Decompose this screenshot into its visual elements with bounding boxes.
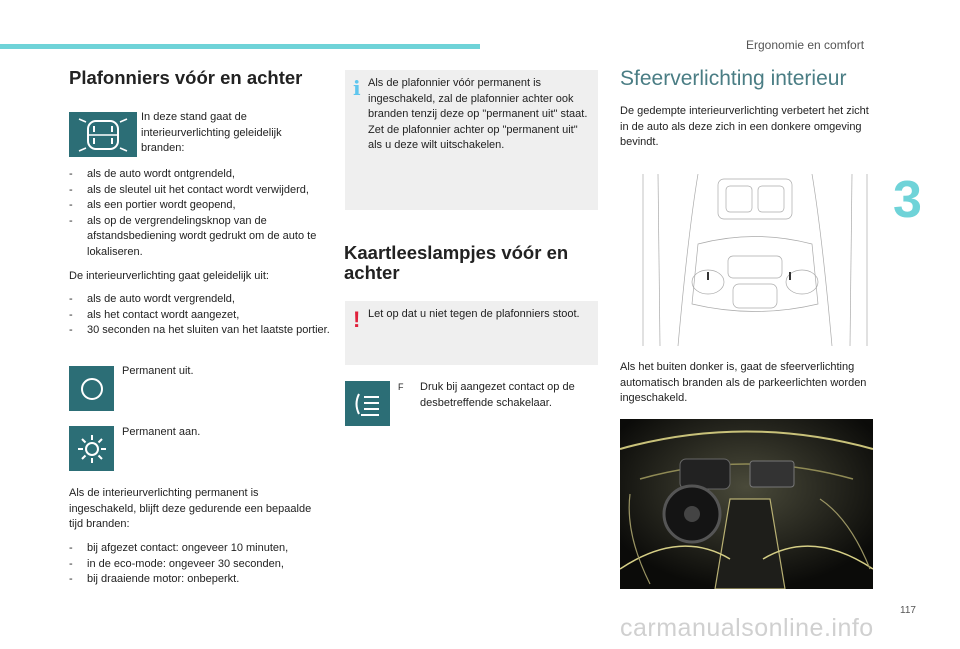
door-light-mode-icon: [69, 112, 137, 157]
lights-off-intro: De interieurverlichting gaat geleidelijk uit:: [69, 270, 269, 282]
info-note: [345, 70, 598, 210]
intro-text: In deze stand gaat de interieurverlichting geleidelijk branden:: [141, 111, 282, 154]
list-item: - als de auto wordt vergrendeld,: [69, 292, 331, 308]
top-accent-bar: [0, 44, 480, 49]
section-title-kaartleeslampjes: Kaartleeslampjes vóór en achter: [344, 242, 569, 284]
list-item: - als het contact wordt aangezet,: [69, 308, 331, 324]
list-lights-on: [69, 167, 331, 260]
ambient-paragraph-1: De gedempte interieurverlichting verbetert het zicht in de auto als deze zich in een donkere omgeving bevindt.: [620, 105, 869, 148]
warning-icon: !: [353, 307, 361, 332]
section-title-sfeerverlichting: Sfeerverlichting interieur: [620, 67, 847, 90]
watermark: carmanualsonline.info: [620, 614, 874, 642]
warning-note: [345, 301, 598, 365]
press-marker: F: [398, 382, 404, 392]
light-off-icon: [69, 366, 114, 411]
info-icon: i: [353, 76, 361, 100]
press-text: Druk bij aangezet contact op de desbetreffende schakelaar.: [420, 381, 575, 409]
list-permanent: [69, 541, 331, 588]
permanent-off-label: Permanent uit.: [122, 365, 194, 377]
list-item: - 30 seconden na het sluiten van het laatste portier.: [69, 323, 331, 339]
section-title-plafonniers: Plafonniers vóór en achter: [69, 67, 303, 88]
list-item: - als de auto wordt ontgrendeld,: [69, 167, 331, 183]
list-item: - als een portier wordt geopend,: [69, 198, 331, 214]
chapter-number: 3: [893, 171, 922, 229]
permanent-text: Als de interieurverlichting permanent is ingeschakeld, blijft deze gedurende een bepaalde tijd branden:: [69, 487, 312, 530]
list-item: - bij afgezet contact: ongeveer 10 minuten,: [69, 541, 331, 557]
list-item: - als de sleutel uit het contact wordt verwijderd,: [69, 183, 331, 199]
info-note-text: Als de plafonnier vóór permanent is ingeschakeld, zal de plafonnier achter ook branden tenzij deze op "permanent uit" staat. Zet de plafonnier achter op "permanent uit" als u deze wilt uitschakelen.: [368, 77, 588, 151]
section-header: Ergonomie en comfort: [746, 38, 865, 52]
page-number: 117: [900, 605, 916, 616]
permanent-on-label: Permanent aan.: [122, 426, 201, 438]
list-item: - als op de vergrendelingsknop van de afstandsbediening wordt gedrukt om de auto te lokaliseren.: [69, 214, 331, 261]
map-light-icon: [345, 381, 390, 426]
list-item: - bij draaiende motor: onbeperkt.: [69, 572, 331, 588]
ambient-paragraph-2: Als het buiten donker is, gaat de sfeerverlichting automatisch branden als de parkeerlichten worden ingeschakeld.: [620, 361, 867, 404]
ceiling-console-illustration: [638, 174, 872, 346]
list-item: - in de eco-mode: ongeveer 30 seconden,: [69, 557, 331, 573]
light-on-icon: [69, 426, 114, 471]
warning-note-text: Let op dat u niet tegen de plafonniers stoot.: [368, 308, 580, 320]
cockpit-ambient-photo: [620, 419, 873, 589]
list-lights-off: [69, 292, 331, 339]
